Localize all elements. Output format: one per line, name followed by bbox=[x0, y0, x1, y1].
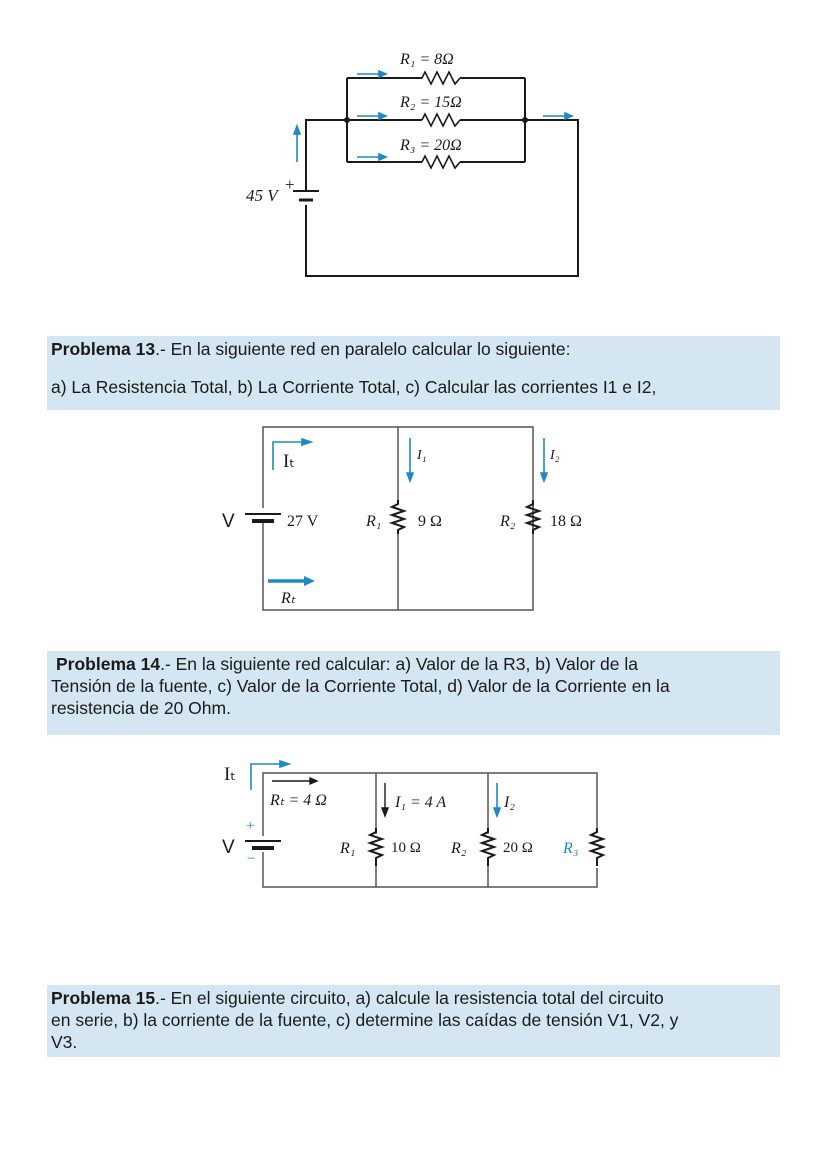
r3-label: R₃ = 20Ω bbox=[400, 137, 462, 154]
i2-label: I₂ bbox=[504, 794, 515, 811]
v-label: V bbox=[222, 837, 235, 858]
r1-value: 9 Ω bbox=[418, 513, 442, 530]
problem-14-title: Problema 14 bbox=[56, 654, 161, 674]
problem-15-line3: V3. bbox=[51, 1032, 78, 1052]
r2-label: R₂ bbox=[451, 840, 467, 857]
rt-label: Rₜ bbox=[281, 590, 296, 607]
problem-13-line2: a) La Resistencia Total, b) La Corriente Total, c) Calcular las corrientes I1 e I2, bbox=[51, 377, 657, 397]
problem-14-line2: Tensión de la fuente, c) Valor de la Corriente Total, d) Valor de la Corriente en la bbox=[51, 676, 670, 696]
problem-15-box bbox=[47, 985, 780, 1057]
circuit-diagram-3 bbox=[0, 750, 828, 900]
it-label: Iₜ bbox=[283, 451, 295, 472]
minus-sign: − bbox=[247, 851, 256, 867]
i2-label: I₂ bbox=[550, 448, 560, 463]
r2-label: R₂ = 15Ω bbox=[400, 94, 462, 111]
circuit-diagram-2 bbox=[0, 420, 828, 620]
plus-sign: + bbox=[246, 818, 255, 834]
plus-sign: + bbox=[285, 175, 295, 194]
r1-label: R₁ bbox=[366, 513, 382, 530]
r2-label: R₂ bbox=[500, 513, 516, 530]
it-label: Iₜ bbox=[224, 764, 236, 785]
rt-label: Rₜ = 4 Ω bbox=[270, 792, 327, 809]
problem-15-line1: Problema 15.- En el siguiente circuito, a) calcule la resistencia total del circuito bbox=[51, 988, 664, 1008]
i1-label: I₁ bbox=[417, 448, 427, 463]
source-voltage-label: 27 V bbox=[287, 513, 319, 530]
v-label: V bbox=[222, 511, 235, 532]
r1-label: R₁ = 8Ω bbox=[400, 51, 454, 68]
problem-15-line2: en serie, b) la corriente de la fuente, c) determine las caídas de tensión V1, V2, y bbox=[51, 1010, 679, 1030]
problem-13-box bbox=[47, 336, 780, 410]
problem-13-title: Problema 13 bbox=[51, 339, 156, 359]
r1-label: R₁ bbox=[340, 840, 356, 857]
source-voltage-label: 45 V bbox=[246, 186, 278, 205]
r2-value: 20 Ω bbox=[503, 840, 533, 856]
r1-value: 10 Ω bbox=[391, 840, 421, 856]
problem-15-title: Problema 15 bbox=[51, 988, 156, 1008]
r2-value: 18 Ω bbox=[550, 513, 582, 530]
i1-label: I₁ = 4 A bbox=[395, 794, 447, 811]
problem-13-line1: Problema 13.- En la siguiente red en paralelo calcular lo siguiente: bbox=[51, 339, 571, 359]
problem-14-line1: Problema 14.- En la siguiente red calcular: a) Valor de la R3, b) Valor de la bbox=[56, 654, 639, 674]
problem-14-box bbox=[47, 651, 780, 735]
r3-label: R₃ bbox=[563, 840, 579, 857]
problem-14-line3: resistencia de 20 Ohm. bbox=[51, 698, 231, 718]
circuit-diagram-1 bbox=[0, 0, 828, 300]
